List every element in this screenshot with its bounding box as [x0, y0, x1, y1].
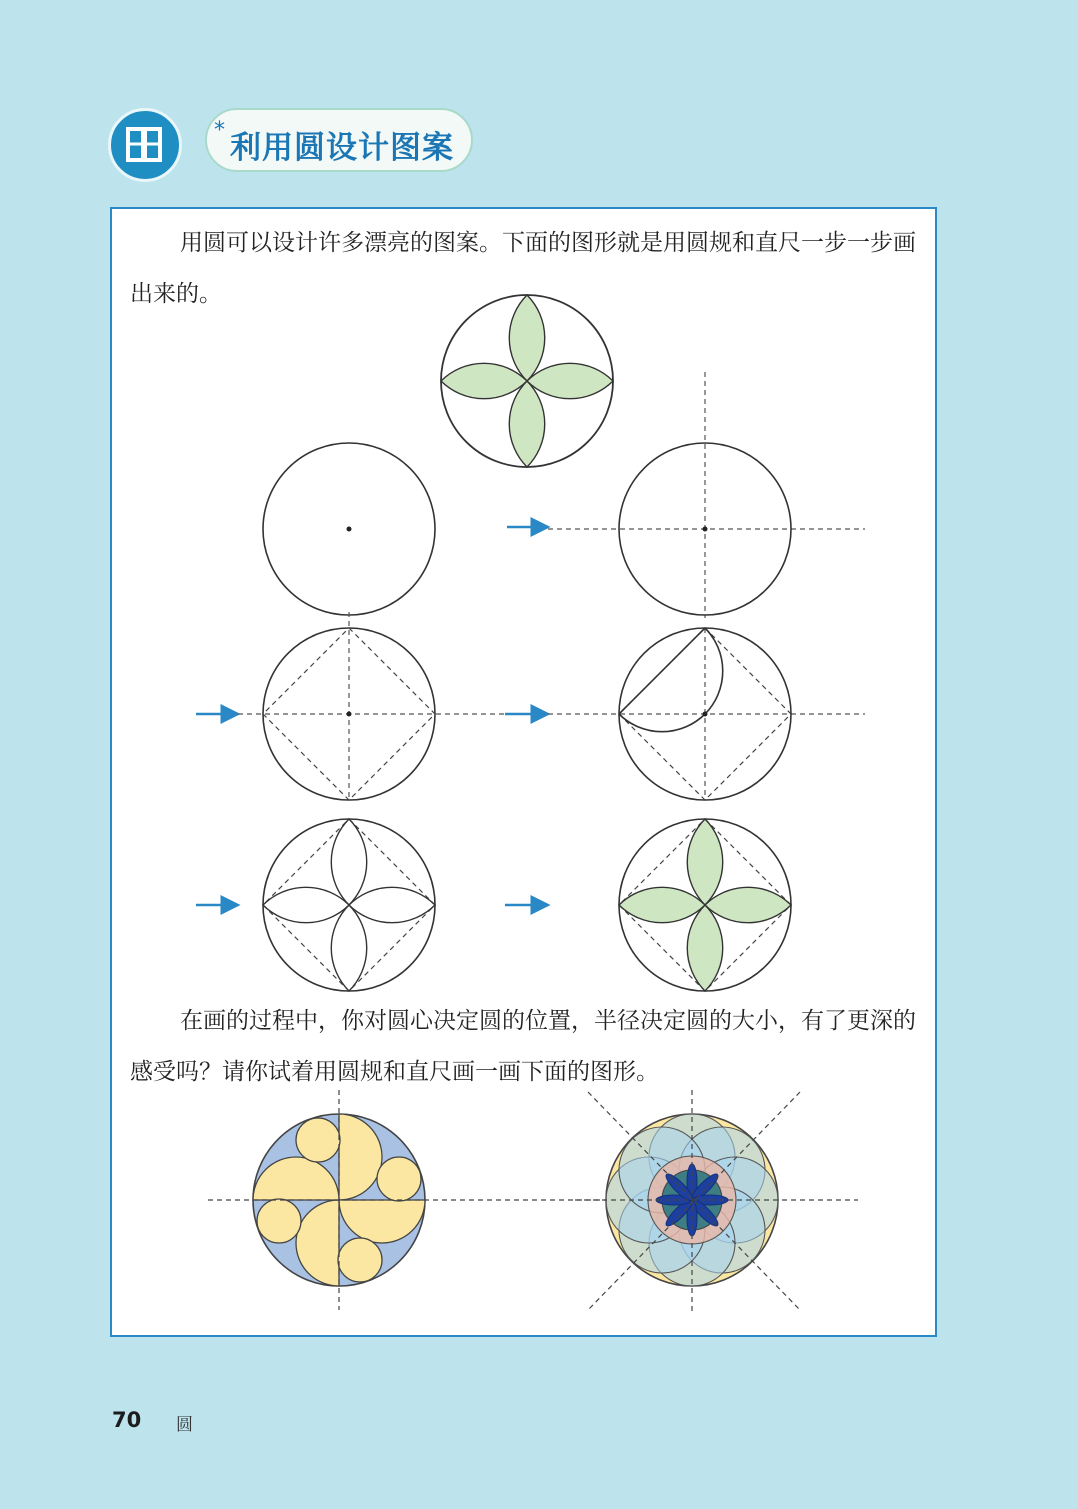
step-4-first-arc	[548, 628, 865, 800]
intro-paragraph: 用圆可以设计许多漂亮的图案。下面的图形就是用圆规和直尺一步一步画出来的。	[130, 230, 916, 307]
page-number: 70	[112, 1408, 142, 1432]
section-title: 利用圆设计图案	[230, 130, 454, 166]
final-flower-pattern	[441, 295, 613, 467]
reflection-paragraph: 在画的过程中，你对圆心决定圆的位置，半径决定圆的大小，有了更深的感受吗？请你试着用圆规和直尺画一画下面的图形。	[130, 1008, 916, 1085]
practice-rosette-pattern	[575, 1090, 858, 1312]
step-1-circle	[263, 443, 435, 615]
step-3-square	[238, 612, 507, 800]
chapter-name: 圆	[176, 1415, 193, 1435]
practice-swirl-pattern	[208, 1090, 612, 1310]
step-5-four-petals	[263, 819, 435, 991]
step-6-colored-petals	[619, 819, 791, 991]
optional-star: *	[214, 118, 225, 143]
